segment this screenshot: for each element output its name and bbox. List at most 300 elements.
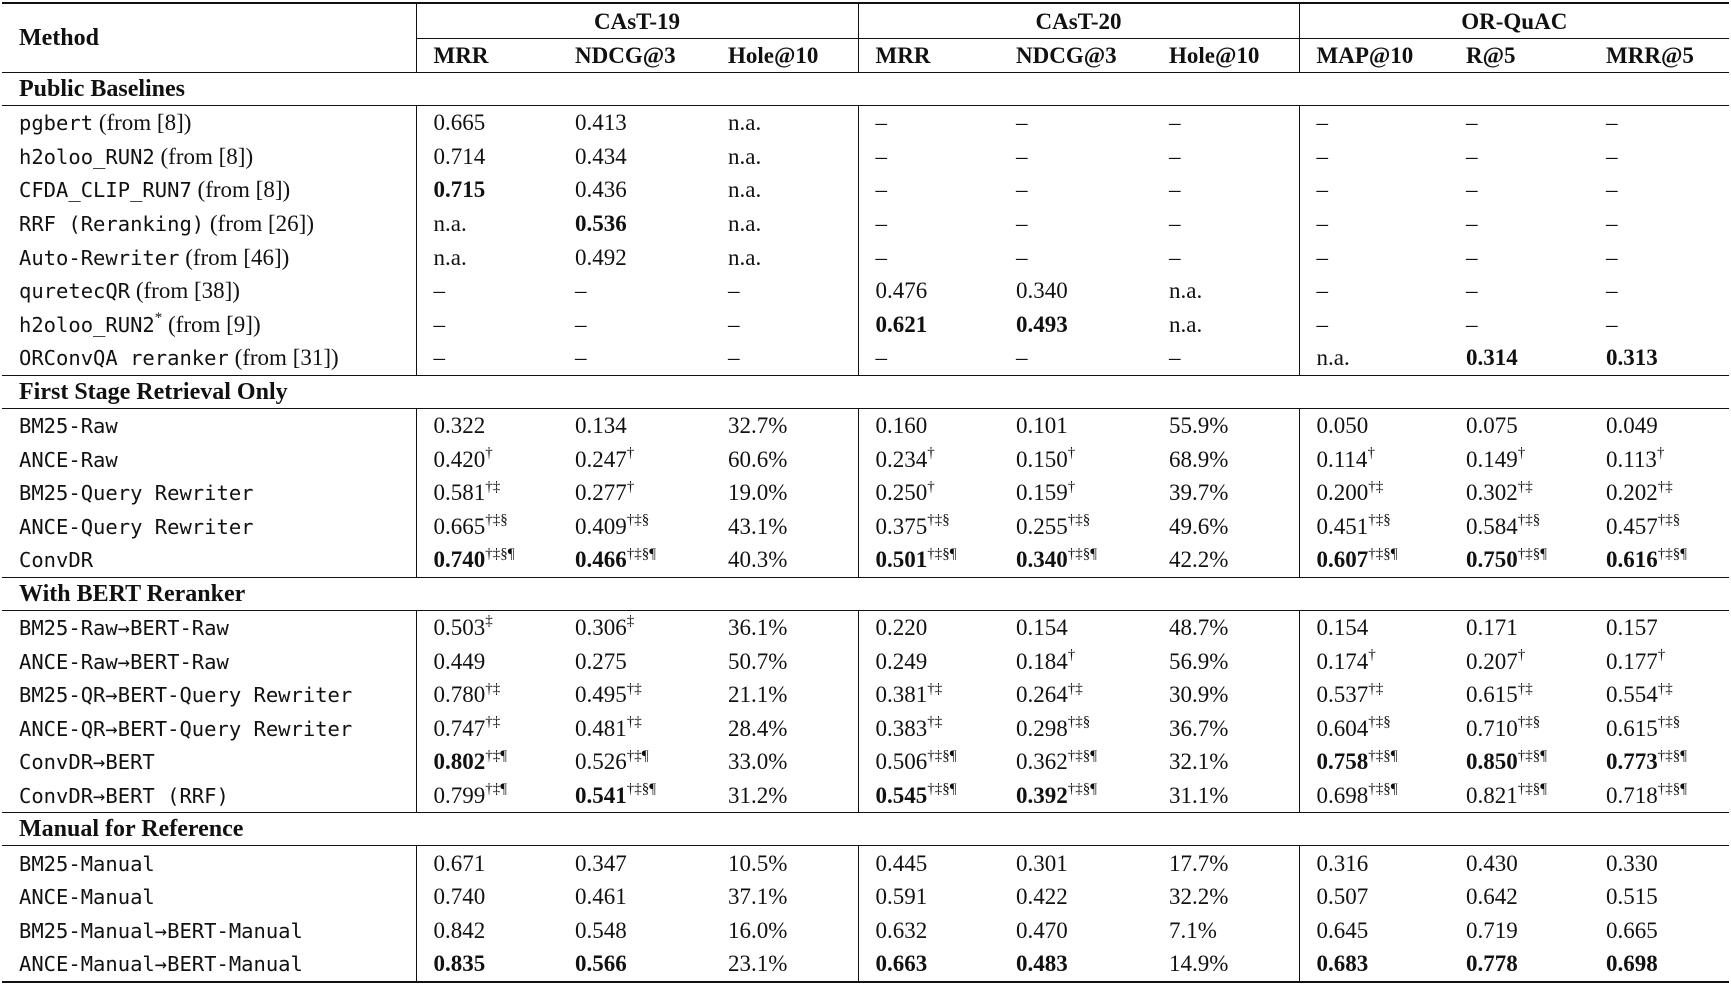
significance-marker: † [485, 444, 493, 461]
method-reference: (from [8]) [93, 110, 192, 136]
table-row [2, 610, 1729, 644]
metric-value: n.a. [728, 110, 762, 136]
metric-cell [999, 106, 1152, 140]
metric-cell [1299, 106, 1449, 140]
metric-value: – [1169, 211, 1181, 237]
section-header-row [2, 577, 1729, 610]
metric-value: – [875, 244, 888, 270]
metric-value: 56.9% [1169, 648, 1229, 674]
metric-value: n.a. [1169, 278, 1203, 304]
metric-value: – [575, 311, 587, 337]
metric-cell [416, 880, 558, 914]
metric-value: 0.134 [575, 413, 627, 439]
metric-header: MRR [858, 39, 999, 73]
metric-value: 0.501 [875, 547, 928, 573]
metric-value: – [1466, 244, 1478, 270]
table-row [2, 106, 1729, 140]
metric-value: – [728, 345, 740, 371]
metric-value: 0.773 [1606, 749, 1658, 775]
metric-value: 36.1% [728, 615, 788, 641]
metric-value: 0.250 [875, 480, 928, 506]
method-cell [2, 779, 416, 813]
metric-header: NDCG@3 [999, 39, 1152, 73]
metric-value: 0.645 [1316, 917, 1369, 943]
significance-marker: † [1368, 646, 1376, 663]
metric-cell [1299, 408, 1449, 442]
metric-cell [999, 140, 1152, 174]
metric-cell [1589, 442, 1729, 476]
metric-cell [1152, 913, 1299, 947]
metric-cell [1589, 510, 1729, 544]
metric-cell [999, 207, 1152, 241]
metric-value: 32.7% [728, 413, 788, 439]
method-name: Auto-Rewriter [19, 245, 180, 270]
metric-value: 0.150 [1016, 446, 1068, 472]
metric-value: 0.234 [875, 446, 928, 472]
metric-cell [858, 543, 999, 577]
significance-marker: †‡§¶ [626, 545, 657, 562]
significance-marker: †‡§¶ [626, 781, 657, 798]
metric-cell [558, 712, 711, 746]
significance-marker: †‡§ [1517, 714, 1541, 731]
metric-value: 0.495 [575, 682, 627, 708]
metric-value: 50.7% [728, 648, 788, 674]
metric-value: 49.6% [1169, 513, 1229, 539]
metric-value: 0.665 [1606, 917, 1658, 943]
significance-marker: †‡§ [1517, 512, 1541, 529]
metric-cell [711, 240, 858, 274]
metric-cell [416, 274, 558, 308]
method-name: BM25-Raw [19, 414, 118, 439]
metric-value: 0.591 [875, 884, 928, 910]
metric-cell [999, 913, 1152, 947]
metric-value: 17.7% [1169, 850, 1229, 876]
method-cell [2, 274, 416, 308]
metric-value: 0.566 [575, 951, 627, 977]
method-name: ANCE-Manual [19, 885, 155, 910]
metric-value: – [1016, 211, 1028, 237]
method-cell [2, 846, 416, 880]
metric-value: 0.526 [575, 749, 627, 775]
metric-cell [1449, 274, 1589, 308]
method-name: ConvDR→BERT [19, 750, 155, 775]
group-header-cast20: CAsT-20 [858, 3, 1299, 39]
method-name: ANCE-Manual→BERT-Manual [19, 952, 303, 977]
metric-cell [711, 543, 858, 577]
table-row [2, 543, 1729, 577]
method-name: pgbert [19, 111, 94, 136]
metric-value: – [433, 278, 445, 304]
table-row [2, 510, 1729, 544]
metric-value: 0.758 [1316, 749, 1369, 775]
metric-value: 0.665 [433, 513, 486, 539]
metric-value: – [1169, 244, 1181, 270]
method-cell [2, 207, 416, 241]
significance-marker: †‡§¶ [1368, 545, 1398, 562]
method-reference: (from [9]) [162, 311, 261, 337]
metric-value: – [1606, 278, 1618, 304]
metric-cell [558, 913, 711, 947]
significance-marker: † [1067, 646, 1076, 663]
metric-cell [1449, 543, 1589, 577]
metric-value: 0.802 [433, 749, 486, 775]
metric-value: 0.322 [433, 413, 486, 439]
table-row [2, 308, 1729, 342]
metric-value: 0.584 [1466, 513, 1518, 539]
metric-value: 0.698 [1606, 951, 1658, 977]
metric-cell [1299, 745, 1449, 779]
metric-value: 0.430 [1466, 850, 1518, 876]
metric-value: 0.381 [875, 682, 928, 708]
metric-value: 0.750 [1466, 547, 1518, 573]
metric-cell [999, 712, 1152, 746]
metric-cell [1152, 341, 1299, 375]
method-cell [2, 712, 416, 746]
metric-cell [1299, 779, 1449, 813]
metric-value: 0.714 [433, 143, 486, 169]
metric-value: – [1016, 110, 1028, 136]
metric-cell [1152, 308, 1299, 342]
metric-cell [416, 712, 558, 746]
metric-value: 0.174 [1316, 648, 1369, 674]
method-name: ConvDR→BERT (RRF) [19, 783, 229, 808]
metric-cell [1449, 644, 1589, 678]
method-name: BM25-QR→BERT-Query Rewriter [19, 683, 353, 708]
metric-cell [1299, 712, 1449, 746]
metric-value: 0.264 [1016, 682, 1068, 708]
method-cell [2, 610, 416, 644]
significance-marker: †‡§ [485, 512, 508, 529]
table-row [2, 408, 1729, 442]
metric-cell [416, 106, 558, 140]
metric-value: 0.719 [1466, 917, 1518, 943]
significance-marker: †‡§ [1657, 512, 1681, 529]
metric-cell [711, 442, 858, 476]
method-cell [2, 476, 416, 510]
metric-cell [1589, 240, 1729, 274]
metric-cell [858, 341, 999, 375]
metric-cell [558, 274, 711, 308]
metric-value: 0.154 [1016, 615, 1068, 641]
metric-cell [711, 106, 858, 140]
metric-header: NDCG@3 [558, 39, 711, 73]
significance-marker: ‡ [626, 613, 635, 630]
metric-cell [416, 644, 558, 678]
metric-cell [858, 610, 999, 644]
metric-value: – [1466, 211, 1478, 237]
method-cell [2, 140, 416, 174]
metric-cell [1589, 274, 1729, 308]
method-name: quretecQR [19, 279, 131, 304]
metric-cell [1152, 510, 1299, 544]
metric-cell [711, 947, 858, 982]
table-row [2, 341, 1729, 375]
metric-value: – [1316, 143, 1329, 169]
metric-cell [1449, 240, 1589, 274]
metric-value: 0.347 [575, 850, 627, 876]
metric-value: – [433, 311, 445, 337]
metric-value: 0.200 [1316, 480, 1369, 506]
metric-cell [1299, 140, 1449, 174]
significance-marker: † [1656, 444, 1665, 461]
metric-cell [416, 779, 558, 813]
table-row [2, 442, 1729, 476]
metric-value: 0.114 [1316, 446, 1368, 472]
metric-value: 32.1% [1169, 749, 1229, 775]
metric-value: 0.301 [1016, 850, 1068, 876]
metric-value: 0.113 [1606, 446, 1657, 472]
metric-cell [999, 610, 1152, 644]
metric-value: – [1169, 110, 1181, 136]
metric-cell [558, 644, 711, 678]
metric-cell [558, 543, 711, 577]
metric-value: 0.740 [433, 547, 486, 573]
metric-cell [1449, 745, 1589, 779]
group-header-orquac: OR-QuAC [1299, 3, 1729, 39]
metric-value: – [1466, 278, 1478, 304]
metric-value: 0.101 [1016, 413, 1068, 439]
significance-marker: †‡ [626, 680, 642, 697]
metric-value: 0.476 [875, 278, 928, 304]
method-cell [2, 543, 416, 577]
metric-value: 0.541 [575, 782, 627, 808]
metric-value: 0.715 [433, 177, 486, 203]
significance-marker: †‡¶ [485, 781, 508, 798]
method-name: BM25-Manual→BERT-Manual [19, 918, 303, 943]
section-title: With BERT Reranker [2, 577, 1729, 610]
metric-cell [1589, 140, 1729, 174]
metric-value: 0.383 [875, 715, 928, 741]
group-header-cast19: CAsT-19 [416, 3, 858, 39]
significance-marker: †‡§ [1657, 714, 1681, 731]
metric-value: n.a. [433, 244, 467, 270]
significance-marker: †‡§¶ [1657, 545, 1688, 562]
method-cell [2, 745, 416, 779]
metric-cell [1299, 173, 1449, 207]
metric-value: – [875, 143, 888, 169]
metric-value: 0.718 [1606, 782, 1658, 808]
significance-marker: †‡§¶ [1067, 781, 1098, 798]
metric-value: 0.536 [575, 211, 627, 237]
metric-value: – [1606, 110, 1618, 136]
metric-cell [711, 678, 858, 712]
table-row [2, 173, 1729, 207]
metric-cell [1152, 947, 1299, 982]
metric-cell [1299, 240, 1449, 274]
table-row [2, 745, 1729, 779]
metric-cell [558, 476, 711, 510]
metric-cell [1449, 408, 1589, 442]
metric-cell [416, 140, 558, 174]
metric-value: 0.493 [1016, 311, 1068, 337]
metric-value: 0.457 [1606, 513, 1658, 539]
method-name: ANCE-Raw [19, 447, 118, 472]
metric-cell [1299, 543, 1449, 577]
metric-cell [1152, 712, 1299, 746]
metric-cell [1152, 442, 1299, 476]
metric-cell [1589, 745, 1729, 779]
metric-header: Hole@10 [1152, 39, 1299, 73]
metric-value: 0.481 [575, 715, 627, 741]
significance-marker: †‡ [1517, 680, 1533, 697]
metric-value: – [1016, 143, 1028, 169]
table-row [2, 947, 1729, 982]
metric-cell [558, 207, 711, 241]
metric-value: 0.506 [875, 749, 928, 775]
metric-value: 0.747 [433, 715, 486, 741]
metric-value: n.a. [1316, 345, 1350, 371]
metric-value: n.a. [728, 143, 762, 169]
metric-value: 19.0% [728, 480, 788, 506]
significance-marker: †‡§¶ [1517, 747, 1548, 764]
metric-cell [1449, 678, 1589, 712]
method-cell [2, 880, 416, 914]
method-cell [2, 173, 416, 207]
metric-cell [999, 408, 1152, 442]
metric-value: – [1606, 177, 1618, 203]
metric-value: 36.7% [1169, 715, 1229, 741]
metric-value: 0.554 [1606, 682, 1658, 708]
metric-value: n.a. [728, 244, 762, 270]
metric-value: 0.632 [875, 917, 928, 943]
metric-cell [558, 408, 711, 442]
metric-value: 0.316 [1316, 850, 1369, 876]
metric-cell [999, 442, 1152, 476]
table-row [2, 140, 1729, 174]
metric-cell [416, 510, 558, 544]
metric-value: 16.0% [728, 917, 788, 943]
metric-value: – [1466, 110, 1478, 136]
significance-marker: † [927, 478, 935, 495]
metric-cell [1152, 207, 1299, 241]
metric-value: 0.850 [1466, 749, 1518, 775]
metric-value: – [1316, 311, 1329, 337]
significance-marker: †‡ [485, 478, 501, 495]
metric-cell [858, 678, 999, 712]
metric-value: 0.548 [575, 917, 627, 943]
metric-cell [1299, 308, 1449, 342]
metric-cell [711, 779, 858, 813]
metric-cell [711, 476, 858, 510]
metric-cell [558, 140, 711, 174]
metric-cell [858, 712, 999, 746]
method-reference: (from [46]) [179, 244, 290, 270]
metric-value: 0.157 [1606, 615, 1658, 641]
significance-marker: † [1657, 646, 1666, 663]
metric-value: n.a. [728, 211, 762, 237]
method-cell [2, 442, 416, 476]
metric-cell [1152, 173, 1299, 207]
metric-value: 0.445 [875, 850, 928, 876]
metric-value: – [1316, 177, 1329, 203]
metric-value: 0.436 [575, 177, 627, 203]
metric-value: 0.615 [1606, 715, 1658, 741]
metric-cell [999, 745, 1152, 779]
metric-cell [999, 543, 1152, 577]
metric-value: 0.184 [1016, 648, 1068, 674]
section-header-row [2, 375, 1729, 408]
metric-cell [1299, 678, 1449, 712]
metric-value: 33.0% [728, 749, 788, 775]
metric-cell [1152, 140, 1299, 174]
metric-cell [1299, 913, 1449, 947]
metric-value: 0.581 [433, 480, 486, 506]
metric-cell [999, 779, 1152, 813]
metric-value: 0.780 [433, 682, 486, 708]
significance-marker: †‡§¶ [1368, 747, 1398, 764]
metric-value: n.a. [1169, 311, 1203, 337]
metric-cell [1449, 442, 1589, 476]
method-name: ANCE-Raw→BERT-Raw [19, 649, 229, 674]
significance-marker: †‡ [927, 714, 943, 731]
significance-marker: †‡§¶ [1067, 747, 1098, 764]
section-header-row [2, 813, 1729, 846]
metric-cell [416, 610, 558, 644]
metric-value: 0.313 [1606, 345, 1658, 371]
metric-value: – [1316, 244, 1329, 270]
metric-value: 0.409 [575, 513, 627, 539]
metric-cell [1299, 442, 1449, 476]
method-cell [2, 644, 416, 678]
metric-value: 0.621 [875, 311, 928, 337]
method-name: BM25-Raw→BERT-Raw [19, 616, 229, 641]
metric-cell [1449, 880, 1589, 914]
metric-value: 31.2% [728, 782, 788, 808]
metric-value: 0.050 [1316, 413, 1369, 439]
metric-cell [858, 207, 999, 241]
metric-cell [416, 173, 558, 207]
metric-header: Hole@10 [711, 39, 858, 73]
metric-value: 7.1% [1169, 917, 1217, 943]
group-header-row [2, 3, 1729, 39]
method-cell [2, 510, 416, 544]
metric-cell [1589, 947, 1729, 982]
metric-cell [558, 308, 711, 342]
significance-marker: †‡§¶ [1067, 545, 1098, 562]
metric-value: 0.154 [1316, 615, 1369, 641]
metric-cell [558, 745, 711, 779]
significance-marker: †‡§¶ [1368, 781, 1398, 798]
metric-value: 68.9% [1169, 446, 1229, 472]
metric-value: 0.545 [875, 782, 928, 808]
metric-value: 0.207 [1466, 648, 1518, 674]
metric-value: 0.420 [433, 446, 486, 472]
metric-value: 28.4% [728, 715, 788, 741]
metric-cell [558, 610, 711, 644]
significance-marker: †‡ [927, 680, 943, 697]
metric-cell [999, 476, 1152, 510]
significance-marker: †‡§¶ [485, 545, 515, 562]
metric-cell [416, 308, 558, 342]
metric-value: 0.671 [433, 850, 486, 876]
significance-marker: †‡ [626, 714, 642, 731]
metric-cell [1589, 610, 1729, 644]
metric-value: 23.1% [728, 951, 788, 977]
method-reference: (from [31]) [228, 345, 339, 371]
metric-value: 55.9% [1169, 413, 1229, 439]
metric-cell [858, 240, 999, 274]
results-table [2, 2, 1729, 983]
metric-cell [1589, 173, 1729, 207]
metric-cell [558, 173, 711, 207]
metric-cell [1449, 947, 1589, 982]
metric-cell [1449, 173, 1589, 207]
metric-cell [711, 644, 858, 678]
metric-value: – [875, 211, 888, 237]
metric-value: – [1316, 211, 1329, 237]
metric-value: – [1606, 143, 1618, 169]
metric-cell [416, 913, 558, 947]
